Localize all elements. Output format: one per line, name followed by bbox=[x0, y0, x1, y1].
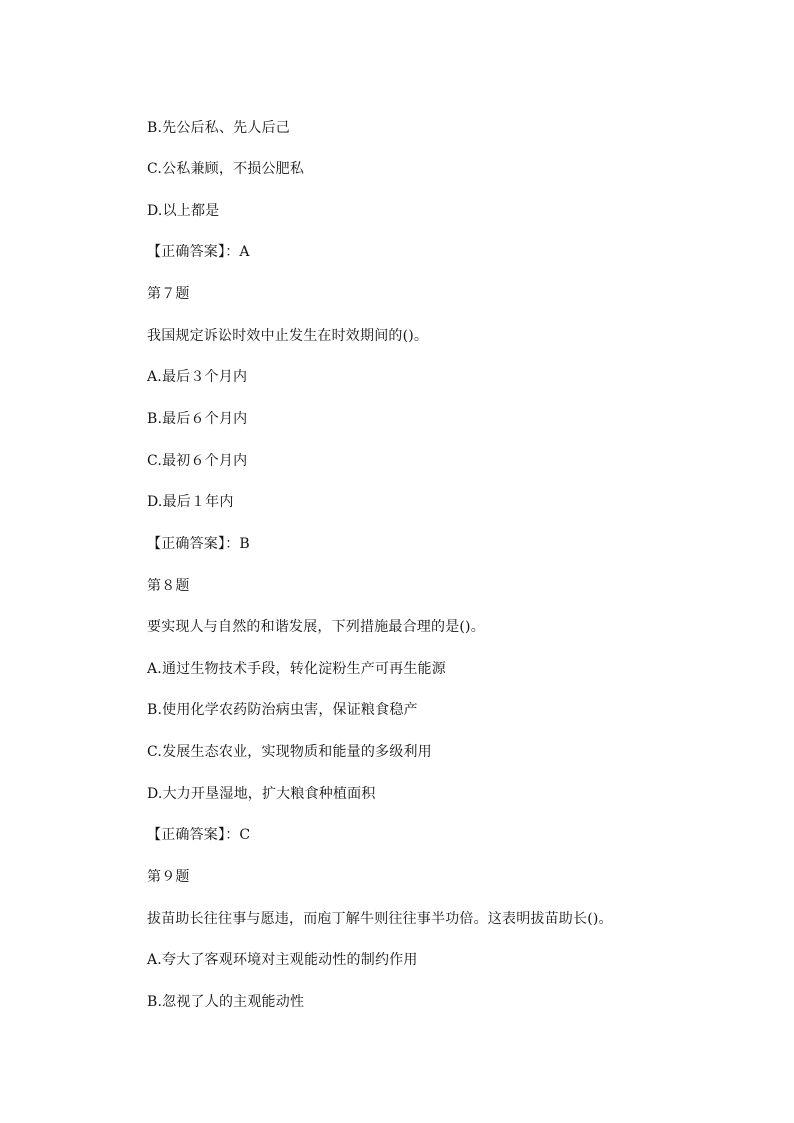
q9-heading: 第９题 bbox=[147, 869, 190, 885]
q8-option-c: C.发展生态农业，实现物质和能量的多级利用 bbox=[147, 744, 432, 760]
q9-option-b: B.忽视了人的主观能动性 bbox=[147, 994, 305, 1010]
q8-question: 要实现人与自然的和谐发展，下列措施最合理的是()。 bbox=[147, 619, 485, 635]
q6-option-d: D.以上都是 bbox=[147, 203, 220, 219]
q7-option-d: D.最后１年内 bbox=[147, 494, 234, 510]
q7-question: 我国规定诉讼时效中止发生在时效期间的()。 bbox=[147, 328, 429, 344]
q7-option-c: C.最初６个月内 bbox=[147, 453, 248, 469]
q8-option-b: B.使用化学农药防治病虫害，保证粮食稳产 bbox=[147, 702, 418, 718]
q7-answer: 【正确答案】：B bbox=[147, 536, 250, 552]
q7-option-b: B.最后６个月内 bbox=[147, 411, 248, 427]
q8-heading: 第８题 bbox=[147, 578, 190, 594]
q9-option-a: A.夸大了客观环境对主观能动性的制约作用 bbox=[147, 952, 418, 968]
q8-option-d: D.大力开垦湿地，扩大粮食种植面积 bbox=[147, 786, 376, 802]
q8-option-a: A.通过生物技术手段，转化淀粉生产可再生能源 bbox=[147, 661, 446, 677]
q7-heading: 第７题 bbox=[147, 286, 190, 302]
q6-answer: 【正确答案】：A bbox=[147, 244, 250, 260]
q6-option-b: B.先公后私、先人后己 bbox=[147, 120, 290, 136]
q7-option-a: A.最后３个月内 bbox=[147, 369, 248, 385]
q8-answer: 【正确答案】：C bbox=[147, 827, 251, 843]
q9-question: 拔苗助长往往事与愿违，而庖丁解牛则往往事半功倍。这表明拔苗助长()。 bbox=[147, 911, 613, 927]
q6-option-c: C.公私兼顾，不损公肥私 bbox=[147, 161, 305, 177]
